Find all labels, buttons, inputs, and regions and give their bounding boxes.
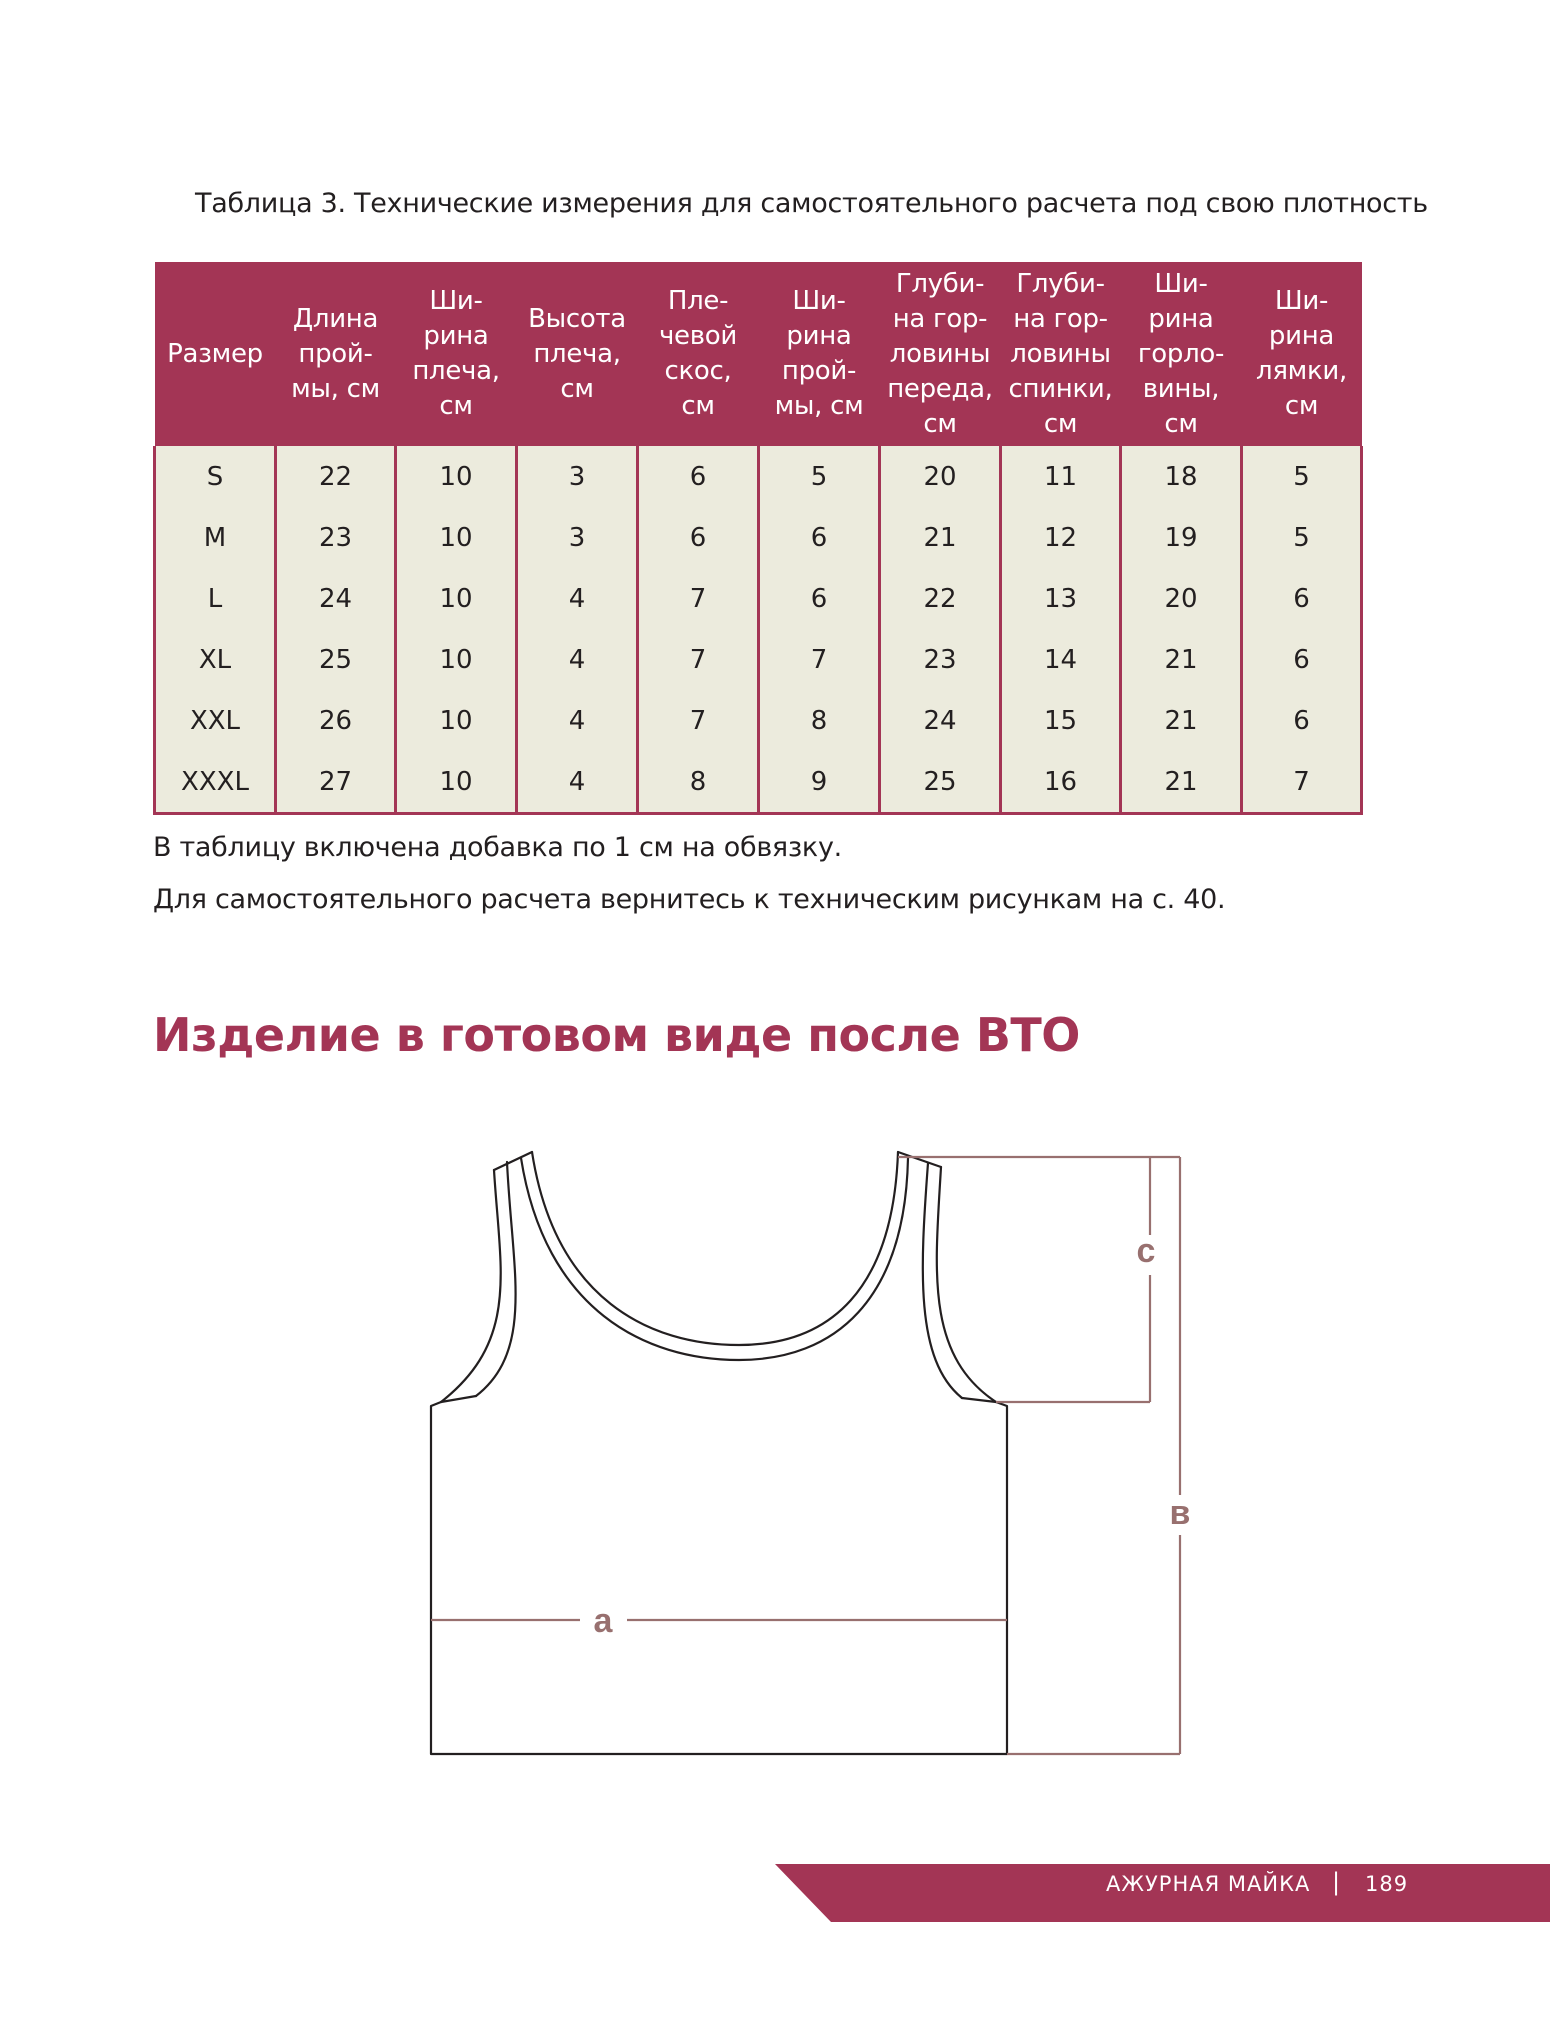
table-caption: Таблица 3. Технические измерения для самостоятельного расчета под свою плотность (195, 188, 1428, 219)
table-cell: 10 (396, 446, 517, 507)
table-cell: 7 (759, 629, 880, 690)
table-cell: 7 (638, 629, 759, 690)
table-cell: 15 (1001, 690, 1121, 751)
table-cell: M (155, 507, 276, 568)
note-binding-allowance: В таблицу включена добавка по 1 см на обвязку. (153, 832, 842, 863)
table-cell: 13 (1001, 568, 1121, 629)
footer-title: АЖУРНАЯ МАЙКА (1106, 1872, 1311, 1896)
dimension-lines (431, 1157, 1180, 1754)
page-number: 189 (1365, 1872, 1409, 1896)
table-cell: 16 (1001, 751, 1121, 814)
left-armhole-outer (441, 1170, 501, 1402)
dimension-label-b: в (1169, 1494, 1191, 1532)
table-cell: 26 (276, 690, 396, 751)
table-cell: 3 (517, 446, 638, 507)
header-cell: Размер (155, 262, 276, 446)
table-cell: 25 (880, 751, 1001, 814)
table-cell: 24 (880, 690, 1001, 751)
table-cell: 20 (1121, 568, 1242, 629)
table-cell: 25 (276, 629, 396, 690)
footer-separator: | (1332, 1868, 1342, 1896)
header-cell: Ши- рина горло- вины, см (1121, 262, 1242, 446)
table-cell: 11 (1001, 446, 1121, 507)
neckline-outer (532, 1152, 898, 1345)
table-cell: 21 (880, 507, 1001, 568)
table-cell: L (155, 568, 276, 629)
table-cell: 6 (638, 507, 759, 568)
header-cell: Глуби- на гор- ловины переда, см (880, 262, 1001, 446)
table-cell: 6 (1242, 629, 1362, 690)
table-cell: 5 (1242, 446, 1362, 507)
header-cell: Высота плеча, см (517, 262, 638, 446)
header-cell: Длина прой- мы, см (276, 262, 396, 446)
table-cell: 6 (759, 507, 880, 568)
table-cell: 4 (517, 690, 638, 751)
table-cell: 27 (276, 751, 396, 814)
table-cell: 24 (276, 568, 396, 629)
table-cell: 10 (396, 751, 517, 814)
header-cell: Ши- рина прой- мы, см (759, 262, 880, 446)
table-cell: 10 (396, 507, 517, 568)
table-cell: XL (155, 629, 276, 690)
table-cell: 10 (396, 629, 517, 690)
table-cell: S (155, 446, 276, 507)
table-cell: XXL (155, 690, 276, 751)
table-cell: 21 (1121, 629, 1242, 690)
table-cell: 22 (276, 446, 396, 507)
table-cell: 21 (1121, 751, 1242, 814)
table-cell: 23 (276, 507, 396, 568)
table-cell: 7 (638, 568, 759, 629)
table-cell: 6 (759, 568, 880, 629)
header-cell: Ши- рина лямки, см (1242, 262, 1362, 446)
table-cell: 4 (517, 568, 638, 629)
right-strap-top (898, 1152, 941, 1167)
table-cell: 7 (638, 690, 759, 751)
left-strap-top (494, 1152, 532, 1170)
table-cell: 6 (638, 446, 759, 507)
table-cell: 10 (396, 568, 517, 629)
right-armhole-inner (923, 1163, 962, 1398)
table-cell: 4 (517, 751, 638, 814)
table-cell: 18 (1121, 446, 1242, 507)
table-cell: 8 (759, 690, 880, 751)
table-cell: XXXL (155, 751, 276, 814)
table-cell: 19 (1121, 507, 1242, 568)
note-reference: Для самостоятельного расчета вернитесь к техническим рисункам на с. 40. (153, 884, 1226, 915)
header-cell: Ши- рина плеча, см (396, 262, 517, 446)
header-cell: Глуби- на гор- ловины спинки, см (1001, 262, 1121, 446)
table-cell: 9 (759, 751, 880, 814)
dimension-label-a: a (593, 1602, 613, 1640)
table-cell: 12 (1001, 507, 1121, 568)
tank-top-outline (431, 1152, 1007, 1754)
table-cell: 4 (517, 629, 638, 690)
table-cell: 14 (1001, 629, 1121, 690)
section-title: Изделие в готовом виде после ВТО (153, 1008, 1080, 1062)
header-cell: Пле- чевой скос, см (638, 262, 759, 446)
neckline-inner (521, 1158, 908, 1360)
body-outline (431, 1402, 1007, 1754)
table-cell: 6 (1242, 690, 1362, 751)
table-cell: 20 (880, 446, 1001, 507)
table-cell: 8 (638, 751, 759, 814)
table-cell: 5 (1242, 507, 1362, 568)
table-cell: 7 (1242, 751, 1362, 814)
table-cell: 5 (759, 446, 880, 507)
table-cell: 22 (880, 568, 1001, 629)
table-cell: 23 (880, 629, 1001, 690)
right-armhole-outer (937, 1167, 996, 1402)
table-cell: 6 (1242, 568, 1362, 629)
dimension-label-c: c (1136, 1232, 1156, 1270)
table-cell: 21 (1121, 690, 1242, 751)
table-cell: 10 (396, 690, 517, 751)
table-cell: 3 (517, 507, 638, 568)
